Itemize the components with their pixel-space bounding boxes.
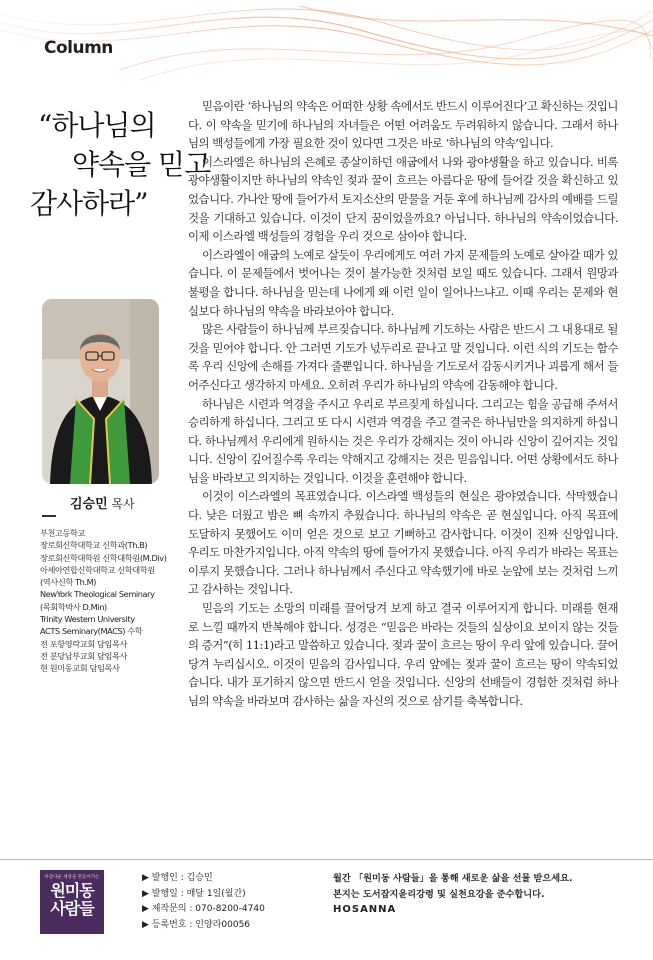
bio-line: 장로회신학대학교 신학과(Th.B) (40, 540, 148, 551)
body-paragraph: 이것이 이스라엘의 목표였습니다. 이스라엘 백성들의 현실은 광야였습니다. 삭막했습니다. 낮은 더웠고 밤은 뼈 속까지 추웠습니다. 하나님의 약속은 곧 현실입니다. 아직 목표에 도달하지 못했어도 이미 얻은 것으로 보고 기뻐하고 감사합니다. 이것이 진짜 신앙입니다. 우리도 마찬가지입니다. 아직 약속의 땅에 들어가지 못했습니다. 아직 우리가 바라는 목표는 이루지 못했습니다. 그러나 하나님께서 주신다고 약속했기에 바로 눈앞에 보는 것처럼 느끼고 감사하는 것입니다. (188, 489, 618, 597)
body-paragraph: 많은 사람들이 하나님께 부르짖습니다. 하나님께 기도하는 사람은 반드시 그 내용대로 될 것을 믿어야 합니다. 안 그러면 기도가 넋두리로 끝나고 말 것입니다. 이런 식의 기도는 함수록 우리 신앙에 손해를 가져다 줄뿐입니다. 하나님을 기도로서 감동시키거나 괴롭게 해서 들어주신다고 생각하지 마세요. 오히려 우리가 하나님의 약속에 감동해야 합니다. (188, 322, 618, 392)
footer-divider (0, 859, 653, 860)
notice-line-2: 본지는 도서잡지윤리강령 및 실천요강을 준수합니다. (333, 888, 545, 900)
title-line-1: “하나님의 (38, 109, 156, 142)
author-name: 김승민 (70, 497, 108, 512)
body-paragraph: 이스라엘이 애굽의 노예로 살듯이 우리에게도 여러 가지 문제들의 노예로 살아갈 때가 있습니다. 이 문제들에서 벗어나는 것이 불가능한 것처럼 보일 때도 있습니다. 그래서 원망과 불평을 합니다. 하나님을 믿는데 나에게 왜 이런 일이 일어나느냐고. 이때 우리는 문제와 현실보다 하나님의 약속을 바라보아야 합니다. (188, 247, 618, 318)
logo-tagline: 아름다운 세상을 만들어가는 (44, 875, 100, 880)
magazine-logo (40, 870, 104, 934)
inquiry-phone: ▶ 제작문의 : 070-8200-4740 (142, 904, 265, 915)
publish-date: ▶ 발행일 : 매달 1일(월간) (142, 888, 246, 899)
body-paragraph: 믿음이란 ‘하나님의 약속은 어떠한 상황 속에서도 반드시 이루어진다’고 확신하는 것입니다. 이 약속을 믿기에 하나님의 자녀들은 어떤 어려움도 두려워하지 않습니다. 그래서 하나님의 백성들에게 가장 필요한 것이 있다면 그것은 바로 ‘하나님의 약속’입니다. (188, 99, 618, 151)
bio-line: Trinity Western University (40, 614, 135, 625)
body-paragraph: 하나님은 시련과 역경을 주시고 우리로 부르짖게 하십니다. 그리고는 힘을 공급해 주셔서 승리하게 하십니다. 그리고 또 다시 시련과 역경을 주고 결국은 하나님만을 의지하게 하십니다. 하나님께서 우리에게 원하시는 것은 우리가 강해지는 것이 아니라 신앙이 깊어지는 것입니다. 신앙이 깊어질수록 우리는 약해지고 강해지는 것은 믿음입니다. 어떤 상황에서도 하나님을 바라보고 의지하는 것입니다. 이것을 훈련해야 합니다. (188, 396, 618, 485)
publication-info (142, 871, 265, 933)
bio-line: NewYork Theological Seminary (40, 589, 155, 600)
author-role: 목사 (107, 497, 135, 511)
author-byline (70, 493, 135, 512)
notice-line-1: 월간 「원미동 사람들」을 통해 새로운 삶을 선물 받으세요. (333, 873, 573, 884)
logo-name-line-1: 원미동 (50, 881, 94, 900)
section-label: Column (44, 38, 113, 58)
author-photo (42, 299, 159, 484)
publisher: ▶ 발행인 : 김승민 (142, 873, 213, 883)
registration-number: ▶ 등록번호 : 인양라00056 (142, 919, 251, 930)
title-line-2: 약속을 믿고 (72, 148, 211, 181)
bio-line: (역사신학 Th.M) (40, 577, 97, 588)
divider (42, 515, 56, 517)
bio-line: (목회학박사 D.Min) (40, 601, 107, 612)
article-body (188, 97, 618, 711)
bio-line: 전 포항영락교회 담임목사 (40, 638, 128, 649)
hosanna-logo: HOSANNA (333, 904, 397, 915)
bio-line: 장로회신학대학원 신학대학원(M.Div) (40, 552, 167, 563)
bio-line: ACTS Seminary(MACS) 수학 (40, 626, 143, 637)
bio-line: 전 분당남부교회 담임목사 (40, 650, 128, 661)
author-bio (40, 527, 167, 675)
bio-line: 아세아연합신학대학교 신학대학원 (40, 564, 155, 575)
body-paragraph: 믿음의 기도는 소망의 미래를 끌어당겨 보게 하고 결국 이루어지게 합니다. 미래를 현재로 느낄 때까지 반복해야 합니다. 성경은 “믿음은 바라는 것들의 실상이요 보이지 않는 것들의 증거”(히 11:1)라고 말씀하고 있습니다. 젖과 꿀이 흐르는 땅이 우리 앞에 있습니다. 끌어 당겨 누리십시오. 이것이 믿음의 감사입니다. 우리 앞에는 젖과 꿀이 흐르는 땅이 약속되었습니다. 내가 포기하지 않으면 반드시 얻을 것입니다. 신앙의 선배들이 경험한 것처럼 하나님의 약속을 바라보며 감사하는 삶을 자신의 것으로 삼기를 축복합니다. (188, 601, 618, 708)
title-line-3: 감사하라” (30, 187, 148, 220)
bio-line: 현 원미동교회 담임목사 (40, 663, 120, 674)
logo-name-line-2: 사람들 (50, 899, 94, 918)
body-paragraph: 이스라엘은 하나님의 은혜로 종살이하던 애굽에서 나와 광야생활을 하고 있습니다. 비록 광야생활이지만 하나님의 약속인 젖과 꿀이 흐르는 아름다운 땅에 들어갈 것을 확신하고 있었습니다. 가나안 땅에 들어가서 토지소산의 맏물을 거둔 후에 하나님께 감사의 예배를 드릴 것을 기대하고 있습니다. 이것이 단지 꿈이었을까요? 아닙니다. 하나님의 약속이었습니다. 이제 이스라엘 백성들의 경험을 우리 것으로 삼아야 합니다. (188, 154, 618, 244)
bio-line: 부천고등학교 (40, 528, 86, 538)
footer-notice (333, 871, 573, 902)
